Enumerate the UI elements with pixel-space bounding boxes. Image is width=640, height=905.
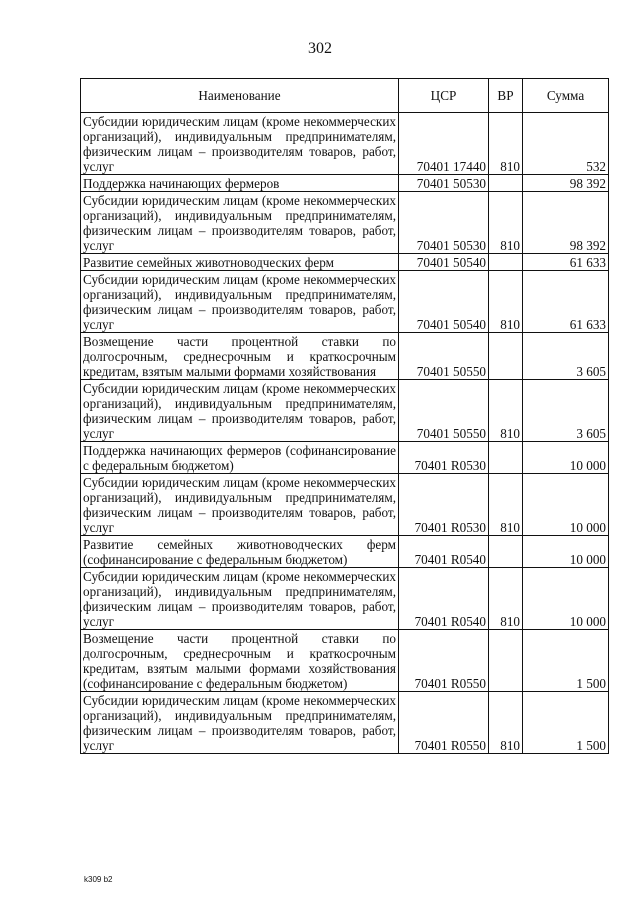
cell-name: Субсидии юридическим лицам (кроме некоммерческих организаций), индивидуальным предпринимателям, физическим лицам – производителям товаров, работ, услуг [81,113,399,175]
footer-code: k309 b2 [84,875,113,884]
cell-name: Субсидии юридическим лицам (кроме некоммерческих организаций), индивидуальным предпринимателям, физическим лицам – производителям товаров, работ, услуг [81,271,399,333]
cell-vr [489,630,523,692]
cell-name: Субсидии юридическим лицам (кроме некоммерческих организаций), индивидуальным предпринимателям, физическим лицам – производителям товаров, работ, услуг [81,474,399,536]
cell-sum: 61 633 [523,271,609,333]
cell-sum: 98 392 [523,192,609,254]
cell-csr: 70401 R0530 [399,474,489,536]
cell-vr: 810 [489,692,523,754]
header-csr: ЦСР [399,79,489,113]
cell-sum: 532 [523,113,609,175]
cell-csr: 70401 R0540 [399,536,489,568]
cell-vr: 810 [489,474,523,536]
table-row [81,568,609,630]
cell-csr: 70401 50530 [399,192,489,254]
cell-csr: 70401 50550 [399,380,489,442]
table-row [81,442,609,474]
cell-csr: 70401 17440 [399,113,489,175]
cell-sum: 10 000 [523,568,609,630]
cell-vr [489,333,523,380]
table-row [81,175,609,192]
cell-vr [489,175,523,192]
cell-sum: 1 500 [523,692,609,754]
cell-csr: 70401 R0530 [399,442,489,474]
table-row [81,333,609,380]
table-row [81,192,609,254]
cell-csr: 70401 50540 [399,271,489,333]
cell-csr: 70401 50540 [399,254,489,271]
cell-name: Субсидии юридическим лицам (кроме некоммерческих организаций), индивидуальным предпринимателям, физическим лицам – производителям товаров, работ, услуг [81,692,399,754]
cell-name: Субсидии юридическим лицам (кроме некоммерческих организаций), индивидуальным предпринимателям, физическим лицам – производителям товаров, работ, услуг [81,380,399,442]
cell-name: Развитие семейных животноводческих ферм [81,254,399,271]
table-row [81,113,609,175]
cell-name: Развитие семейных животноводческих ферм (софинансирование с федеральным бюджетом) [81,536,399,568]
page-number: 302 [308,40,332,57]
cell-sum: 10 000 [523,442,609,474]
cell-csr: 70401 R0550 [399,630,489,692]
cell-vr [489,442,523,474]
cell-vr: 810 [489,568,523,630]
cell-name: Субсидии юридическим лицам (кроме некоммерческих организаций), индивидуальным предпринимателям, физическим лицам – производителям товаров, работ, услуг [81,192,399,254]
cell-vr [489,536,523,568]
cell-csr: 70401 50530 [399,175,489,192]
table-header-row [81,79,609,113]
cell-csr: 70401 R0550 [399,692,489,754]
cell-csr: 70401 50550 [399,333,489,380]
cell-name: Возмещение части процентной ставки по долгосрочным, среднесрочным и краткосрочным кредитам, взятым малыми формами хозяйствования [81,333,399,380]
table-row [81,630,609,692]
cell-name: Возмещение части процентной ставки по долгосрочным, среднесрочным и краткосрочным кредитам, взятым малыми формами хозяйствования (софинансирование с федеральным бюджетом) [81,630,399,692]
table-row [81,536,609,568]
cell-sum: 98 392 [523,175,609,192]
cell-vr: 810 [489,380,523,442]
cell-sum: 3 605 [523,380,609,442]
header-vr: ВР [489,79,523,113]
table-row [81,380,609,442]
margin-mark: , [80,603,83,613]
cell-name: Поддержка начинающих фермеров (софинансирование с федеральным бюджетом) [81,442,399,474]
header-sum: Сумма [523,79,609,113]
cell-csr: 70401 R0540 [399,568,489,630]
cell-vr [489,254,523,271]
cell-name: Поддержка начинающих фермеров [81,175,399,192]
table-row [81,254,609,271]
table-row [81,474,609,536]
table-row [81,271,609,333]
cell-vr: 810 [489,271,523,333]
header-name: Наименование [81,79,399,113]
cell-sum: 1 500 [523,630,609,692]
cell-sum: 10 000 [523,536,609,568]
table-row [81,692,609,754]
cell-sum: 10 000 [523,474,609,536]
cell-sum: 3 605 [523,333,609,380]
table-body [81,113,609,754]
budget-table [80,78,609,754]
cell-name: Субсидии юридическим лицам (кроме некоммерческих организаций), индивидуальным предпринимателям, физическим лицам – производителям товаров, работ, услуг [81,568,399,630]
cell-vr: 810 [489,192,523,254]
cell-sum: 61 633 [523,254,609,271]
cell-vr: 810 [489,113,523,175]
